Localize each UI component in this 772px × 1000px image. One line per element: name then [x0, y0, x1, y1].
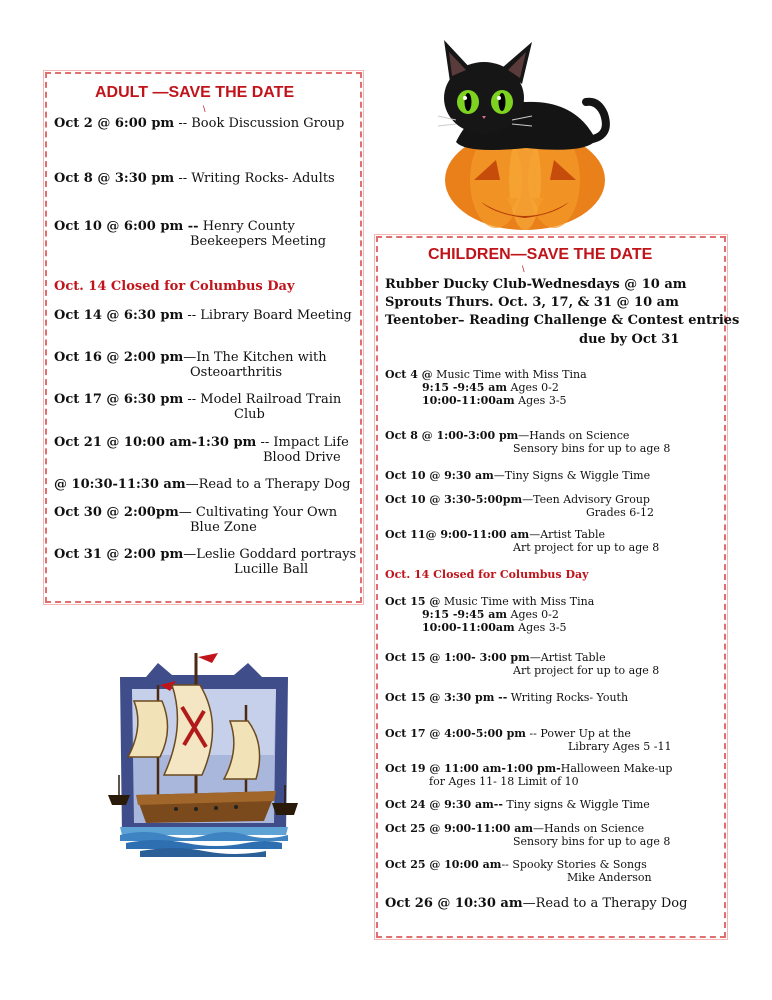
children-event: Oct 15 @ 1:00- 3:00 pm—Artist Table Art project for up to age 8	[385, 651, 660, 677]
children-heading: CHILDREN—SAVE THE DATE	[428, 246, 653, 263]
adult-event: Oct 2 @ 6:00 pm -- Book Discussion Group	[54, 116, 345, 131]
children-event: Oct 10 @ 3:30-5:00pm—Teen Advisory Group Grades 6-12	[385, 493, 655, 519]
adult-closed-notice: Oct. 14 Closed for Columbus Day	[54, 279, 295, 294]
children-event: Oct 17 @ 4:00-5:00 pm -- Power Up at the Library Ages 5 -11	[385, 727, 672, 753]
children-event: Oct 24 @ 9:30 am-- Tiny signs & Wiggle Time	[385, 798, 650, 811]
children-event: Oct 15 @ Music Time with Miss Tina 9:15 -9:45 am Ages 0-2 10:00-11:00am Ages 3-5	[385, 595, 595, 634]
children-event: Oct 10 @ 9:30 am—Tiny Signs & Wiggle Time	[385, 469, 651, 482]
children-event: Oct 25 @ 9:00-11:00 am—Hands on Science Sensory bins for up to age 8	[385, 822, 671, 848]
children-event: Oct 19 @ 11:00 am-1:00 pm-Halloween Make-up for Ages 11- 18 Limit of 10	[385, 762, 673, 788]
children-program-line: Rubber Ducky Club-Wednesdays @ 10 am	[385, 277, 687, 292]
adult-event: Oct 30 @ 2:00pm— Cultivating Your Own Blue Zone	[54, 505, 338, 535]
adult-event: Oct 14 @ 6:30 pm -- Library Board Meeting	[54, 308, 352, 323]
adult-events-panel	[45, 72, 362, 603]
children-event: Oct 8 @ 1:00-3:00 pm—Hands on Science Sensory bins for up to age 8	[385, 429, 671, 455]
children-events-panel	[376, 236, 740, 938]
adult-event: Oct 17 @ 6:30 pm -- Model Railroad Train Club	[54, 392, 342, 422]
children-program-line: due by Oct 31	[579, 332, 680, 347]
children-event: Oct 25 @ 10:00 am-- Spooky Stories & Songs Mike Anderson	[385, 858, 652, 884]
adult-event: @ 10:30-11:30 am—Read to a Therapy Dog	[54, 477, 351, 492]
children-event: Oct 15 @ 3:30 pm -- Writing Rocks- Youth	[385, 691, 629, 704]
adult-event: Oct 21 @ 10:00 am-1:30 pm -- Impact Life Blood Drive	[54, 435, 349, 465]
adult-event: Oct 10 @ 6:00 pm -- Henry County Beekeepers Meeting	[54, 219, 327, 249]
cat-on-pumpkin-illustration	[436, 30, 614, 234]
children-program-line: Sprouts Thurs. Oct. 3, 17, & 31 @ 10 am	[385, 295, 679, 310]
adult-event: Oct 31 @ 2:00 pm—Leslie Goddard portrays Lucille Ball	[54, 547, 357, 577]
children-closed-notice: Oct. 14 Closed for Columbus Day	[385, 568, 589, 581]
children-event: Oct 11@ 9:00-11:00 am—Artist Table Art project for up to age 8	[385, 528, 660, 554]
adult-heading: ADULT —SAVE THE DATE	[95, 84, 295, 101]
children-event: Oct 4 @ Music Time with Miss Tina 9:15 -9:45 am Ages 0-2 10:00-11:00am Ages 3-5	[385, 368, 587, 407]
children-heading-tick: \	[522, 264, 525, 274]
children-event: Oct 26 @ 10:30 am—Read to a Therapy Dog	[385, 896, 688, 911]
children-program-line: Teentober– Reading Challenge & Contest entries	[385, 313, 740, 328]
ship-illustration	[106, 645, 300, 863]
adult-heading-tick: \	[203, 104, 206, 114]
adult-event: Oct 8 @ 3:30 pm -- Writing Rocks- Adults	[54, 171, 335, 186]
adult-event: Oct 16 @ 2:00 pm—In The Kitchen with Osteoarthritis	[54, 350, 327, 380]
